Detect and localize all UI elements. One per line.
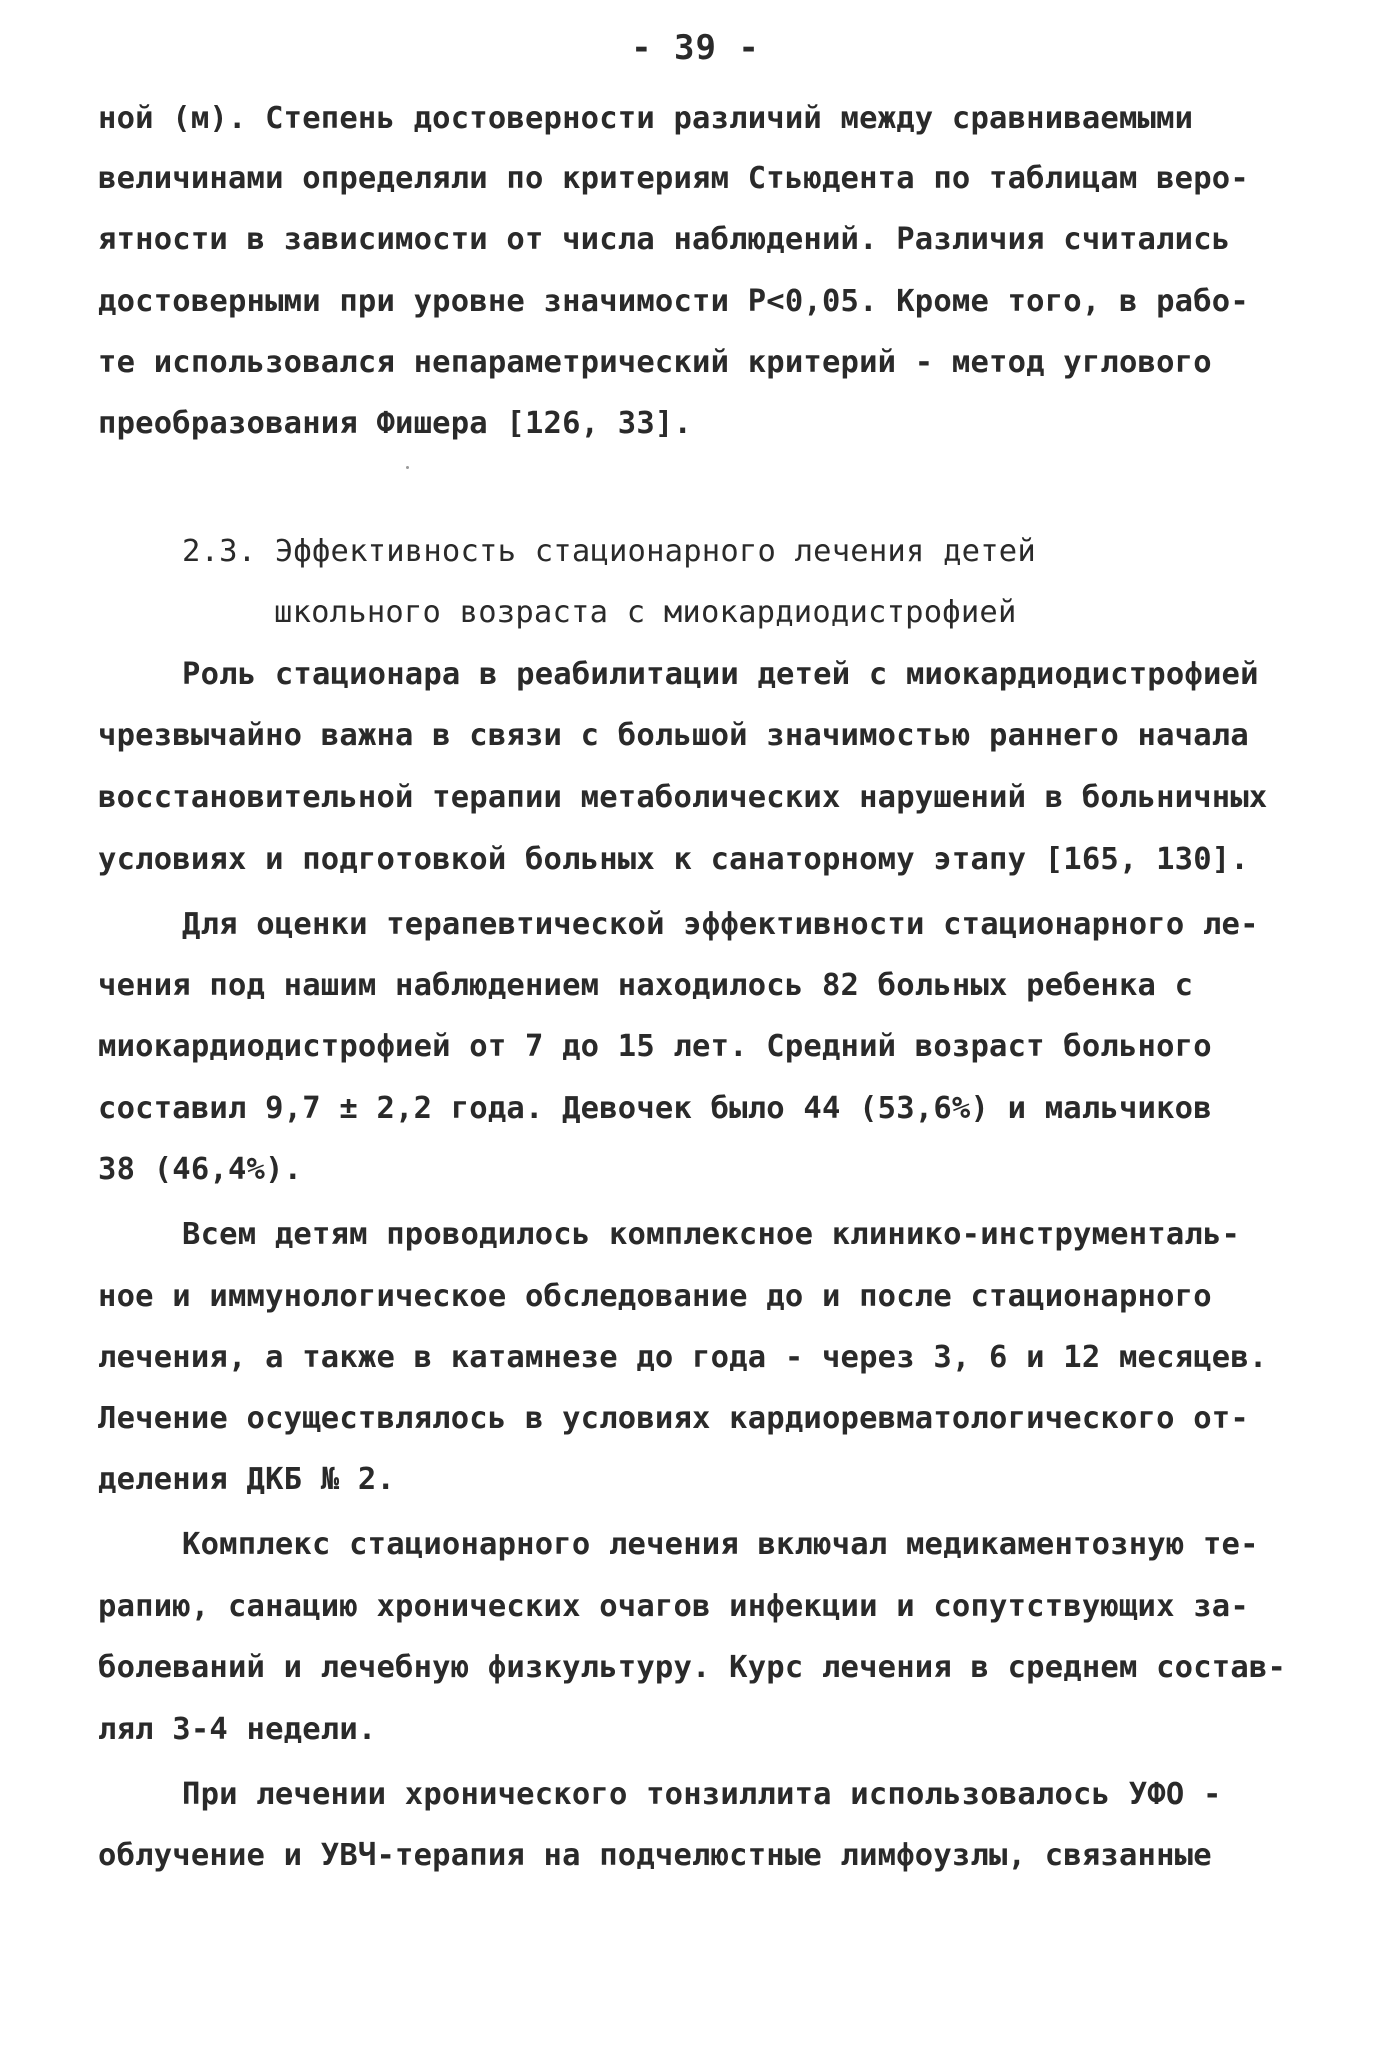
page-number: - 39 - (631, 28, 760, 68)
paragraph-4-line: лечения, а также в катамнезе до года - через 3, 6 и 12 месяцев. (98, 1340, 1268, 1375)
paragraph-2-line: условиях и подготовкой больных к санаторному этапу [165, 130]. (98, 842, 1249, 877)
paragraph-5-line: лял 3-4 недели. (98, 1712, 377, 1747)
paragraph-6-line: При лечении хронического тонзиллита использовалось УФО - (182, 1777, 1222, 1812)
paragraph-5-line: рапию, санацию хронических очагов инфекции и сопутствующих за- (98, 1589, 1249, 1624)
paragraph-1-line: достоверными при уровне значимости P<0,05. Кроме того, в рабо- (98, 284, 1249, 319)
paragraph-3-line: Для оценки терапевтической эффективности стационарного ле- (182, 907, 1259, 942)
paragraph-3-line: миокардиодистрофией от 7 до 15 лет. Средний возраст больного (98, 1029, 1212, 1064)
paragraph-5-line: Комплекс стационарного лечения включал медикаментозную те- (182, 1527, 1259, 1562)
paragraph-3-line: составил 9,7 ± 2,2 года. Девочек было 44 (53,6%) и мальчиков (98, 1091, 1212, 1126)
paragraph-2-line: восстановительной терапии метаболических нарушений в больничных (98, 780, 1268, 815)
paragraph-1-line: те использовался непараметрический критерий - метод углового (98, 345, 1212, 380)
paragraph-1-line: преобразования Фишера [126, 33]. (98, 406, 693, 441)
paragraph-3-line: 38 (46,4%). (98, 1152, 303, 1187)
paragraph-2-line: Роль стационара в реабилитации детей с миокардиодистрофией (182, 657, 1259, 692)
paragraph-4-line: Всем детям проводилось комплексное клинико-инструменталь- (182, 1217, 1241, 1252)
paragraph-1-line: ятности в зависимости от числа наблюдений. Различия считались (98, 222, 1231, 257)
paragraph-1-line: величинами определяли по критериям Стьюдента по таблицам веро- (98, 161, 1249, 196)
section-heading-line-1: 2.3. Эффективность стационарного лечения детей (182, 534, 1036, 569)
paragraph-4-line: деления ДКБ № 2. (98, 1462, 396, 1497)
paragraph-3-line: чения под нашим наблюдением находилось 82 больных ребенка с (98, 968, 1194, 1003)
paragraph-1-line: ной (м). Степень достоверности различий между сравниваемыми (98, 101, 1194, 136)
paragraph-6-line: облучение и УВЧ-терапия на подчелюстные лимфоузлы, связанные (98, 1838, 1212, 1873)
paragraph-4-line: Лечение осуществлялось в условиях кардиоревматологического от- (98, 1401, 1249, 1436)
section-heading-line-2: школьного возраста с миокардиодистрофией (274, 595, 1017, 630)
paragraph-5-line: болеваний и лечебную физкультуру. Курс лечения в среднем состав- (98, 1650, 1287, 1685)
paragraph-4-line: ное и иммунологическое обследование до и после стационарного (98, 1279, 1212, 1314)
scan-speck (406, 466, 409, 469)
paragraph-2-line: чрезвычайно важна в связи с большой значимостью раннего начала (98, 718, 1249, 753)
